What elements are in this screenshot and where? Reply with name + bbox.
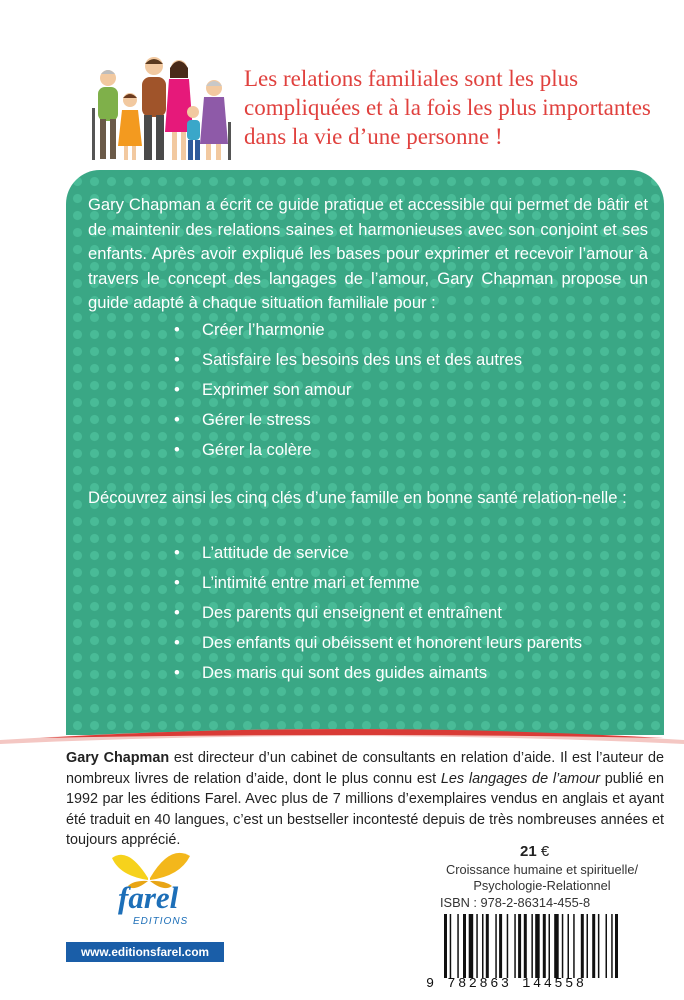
- red-swoosh-divider: [0, 700, 684, 750]
- publisher-subtitle: EDITIONS: [133, 916, 189, 927]
- bullet-list-keys: [174, 541, 582, 691]
- barcode-bars: [444, 914, 664, 978]
- list-item: • L’intimité entre mari et femme: [174, 571, 582, 601]
- bio-text-part1: est directeur d’un cabinet de consultants en relation d’aide. Il est l’auteur de nombreux livres de relation d’aide, dont le plus connu est: [66, 750, 664, 787]
- price-amount: 21: [520, 843, 537, 860]
- price: [520, 843, 549, 860]
- author-name: Gary Chapman: [66, 750, 170, 766]
- list-item: • Gérer la colère: [174, 438, 522, 468]
- list-item: • Exprimer son amour: [174, 378, 522, 408]
- bullet-list-goals: [174, 318, 522, 468]
- list-item: • L’attitude de service: [174, 541, 582, 571]
- father-figure: [142, 57, 166, 160]
- bio-text-part2: publié en 1992 par les éditions Farel. Avec plus de 7 millions d’exemplaires vendus en anglais et ayant été traduit en 40 langues, c’est un bestseller incontesté depuis de très nombreuses années et toujours apprécié.: [66, 770, 664, 848]
- book-title: Les langages de l’amour: [440, 770, 601, 787]
- girl-figure: [118, 93, 142, 160]
- barcode-digits: 9 782863 144558: [426, 977, 587, 992]
- list-item: • Des parents qui enseignent et entraînent: [174, 601, 582, 631]
- price-currency: €: [540, 843, 550, 860]
- boy-figure: [187, 106, 200, 160]
- publisher-name: farel: [118, 880, 179, 915]
- intro-paragraph: Gary Chapman a écrit ce guide pratique et accessible qui permet de bâtir et de maintenir des relations saines et harmonieuses avec son conjoint et ses enfants. Après avoir expliqué les bases pour exprimer et recevoir l’amour à travers le concept des langages de l’amour, Gary Chapman propose un guide adapté à chaque situation familiale pour :: [88, 195, 648, 312]
- grandmother-figure: [200, 80, 231, 160]
- list-item: • Des maris qui sont des guides aimants: [174, 661, 582, 691]
- website-link[interactable]: www.editionsfarel.com: [66, 942, 224, 962]
- list-item: • Créer l’harmonie: [174, 318, 522, 348]
- barcode: [426, 914, 664, 994]
- category-label: Croissance humaine et spirituelle/ Psychologie-Relationnel: [445, 862, 639, 893]
- family-illustration: [92, 52, 232, 170]
- isbn-label: ISBN : 978-2-86314-455-8: [440, 895, 591, 910]
- keys-paragraph: Découvrez ainsi les cinq clés d’une famille en bonne santé relation-nelle :: [88, 488, 627, 507]
- list-item: • Gérer le stress: [174, 408, 522, 438]
- author-bio: [66, 748, 664, 851]
- grandfather-figure: [92, 70, 118, 160]
- list-item: • Satisfaire les besoins des uns et des autres: [174, 348, 522, 378]
- list-item: • Des enfants qui obéissent et honorent leurs parents: [174, 631, 582, 661]
- tagline: Les relations familiales sont les plus compliquées et à la fois les plus importantes dans la vie d’une personne !: [244, 66, 651, 149]
